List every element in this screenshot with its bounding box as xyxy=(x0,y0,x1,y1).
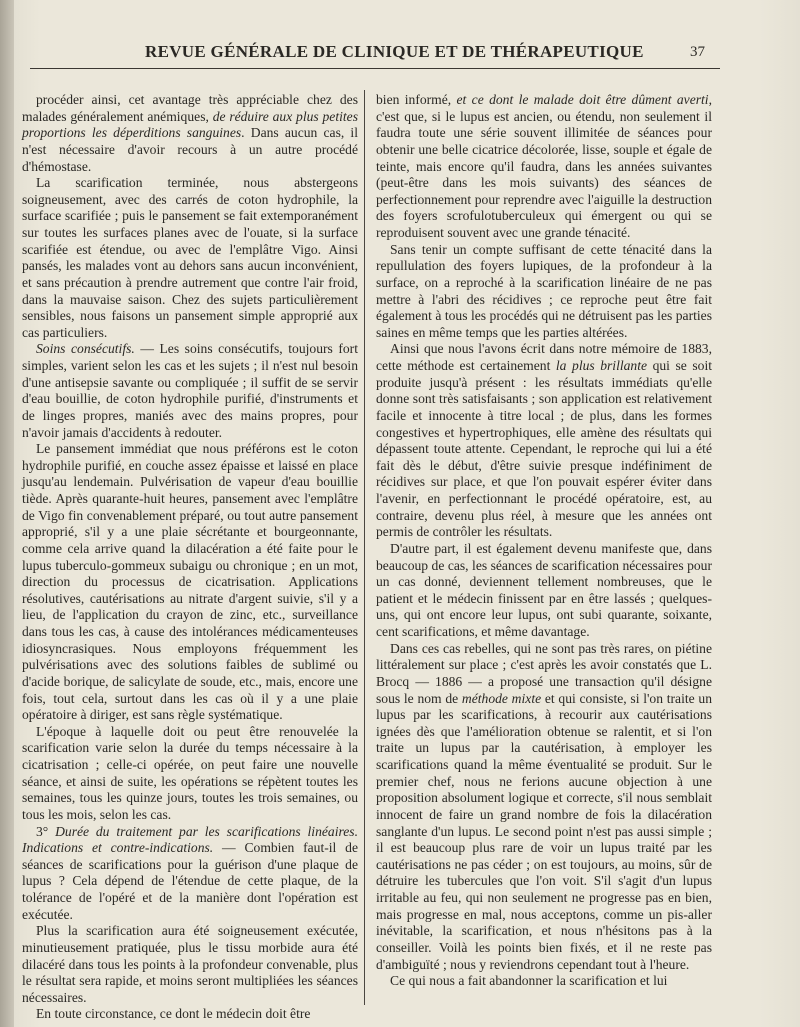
text-run: Ainsi que nous l'avons écrit dans notre mémoire de 1883, cette méthode est certainement xyxy=(376,341,712,373)
text-run: Plus la scarification aura été soigneusement exécutée, minutieusement pratiquée, plus le tissu morbide aura été dilacéré dans tous les points à la profondeur convenable, plus le résultat sera rapide, et moins seront multipliées les séances nécessaires. xyxy=(22,923,358,1005)
paragraph xyxy=(22,1006,358,1023)
paragraph xyxy=(376,973,712,990)
paragraph xyxy=(22,923,358,1006)
text-run: Dans ces cas rebelles, qui ne sont pas très rares, on piétine littéralement sur place ; c'est après les avoir constatés que L. Brocq — 1886 — a proposé une transaction qu'il désigne sous le nom de xyxy=(376,640,712,706)
paragraph xyxy=(376,92,712,242)
italic-text: Soins consécutifs. xyxy=(36,341,135,357)
text-run: — Combien faut-il de séances de scarifications pour la guérison d'une plaque de lupus ? Cela dépend de l'étendue de cette plaque, de la tolérance de l'opéré et de la manière dont l'opération est exécutée. xyxy=(22,840,358,922)
paragraph xyxy=(22,824,358,924)
paragraph xyxy=(22,92,358,175)
page-number: 37 xyxy=(690,44,705,60)
text-run: et qui consiste, si l'on traite un lupus par les scarifications, à recourir aux cautérisations ignées dès que l'amélioration obtenue se ralentit, et si l'on traite un lupus par la cautérisation, à employer les scarifications quand la même éventualité se produit. Sur le premier chef, nous ne ferions aucune objection à une proposition absolument logique et correcte, s'il nous semblait innocent de faire un grand nombre de fois la dilacération sanglante d'un lupus. Le second point n'est pas aussi simple ; il est beaucoup plus rare de voir un lupus traité par les cautérisations ne pas céder ; on est toujours, au moins, sûr de détruire les tubercules que l'on voit. S'il s'agit d'un lupus irritable au feu, qui non seulement ne progresse pas en bien, mais progresse en mal, nous acceptons, comme un pis-aller inévitable, la scarification, et nous n'hésitons pas à la conseiller. Voilà les points bien fixés, et il ne reste pas d'ambiguïté ; nous y reviendrons cependant tout à l'heure. xyxy=(376,690,712,972)
paragraph xyxy=(376,341,712,541)
paragraph xyxy=(376,541,712,641)
text-run: , c'est que, si le lupus est ancien, ou étendu, non seulement il faudra toute une série souvent illimitée de séances pour obtenir une belle cicatrice décolorée, lisse, souple et égale de teinte, mais encore qu'il faudra, dans les années suivantes (peut-être dans les mois suivants) des séances de perfectionnement pour reprendre avec l'aiguille la destruction des foyers scrofulotuberculeux qui émergent ou qui se reproduisent souvent avec une grande ténacité. xyxy=(376,92,712,240)
header-rule xyxy=(30,68,720,69)
italic-text: la plus brillante xyxy=(555,358,648,373)
running-header xyxy=(0,38,800,68)
text-run: bien informé, xyxy=(376,92,457,107)
text-run: procéder ainsi, cet avantage très appréciable chez des malades généralement anémiques, xyxy=(22,92,358,124)
italic-text: de réduire aux plus petites proportions les déperditions sanguines xyxy=(22,108,358,141)
text-run: La scarification terminée, nous abstergeons soigneusement, avec des carrés de coton hydrophile, la surface scarifiée ; puis le pansement se fait extemporanément sur toutes les surfaces planes avec de l'ouate, si la surface scarifiée est étendue, ou avec de l'emplâtre Vigo. Ainsi pansés, les malades vont au dehors sans aucun inconvénient, et sans précaution à prendre autrement que contre l'air froid, dans la mauvaise saison. Chez des sujets particulièrement sensibles, nous faisons un pansement simple approprié aux cas particuliers. xyxy=(22,175,358,340)
text-run: D'autre part, il est également devenu manifeste que, dans beaucoup de cas, les séances de scarification nécessaires pour un cas donné, deviennent tellement nombreuses, que le patient et le médecin finissent par en être lassés ; quelques-uns, qui ont encore leur lupus, ont subi quarante, soixante, cent scarifications, et même davantage. xyxy=(376,540,712,639)
text-run: Ce qui nous a fait abandonner la scarification et lui xyxy=(390,973,668,989)
paragraph xyxy=(22,724,358,824)
italic-text: méthode mixte xyxy=(461,690,542,706)
text-run: . Dans aucun cas, il n'est nécessaire d'avoir recours à un autre procédé d'hémostase. xyxy=(22,125,358,174)
right-column xyxy=(376,92,712,1007)
paragraph xyxy=(376,242,712,342)
journal-title: REVUE GÉNÉRALE DE CLINIQUE ET DE THÉRAPEUTIQUE xyxy=(145,42,644,61)
text-run: L'époque à laquelle doit ou peut être renouvelée la scarification varie selon la durée du temps nécessaire à la cicatrisation ; celle-ci opérée, on peut faire une nouvelle séance, et ainsi de suite, les opérations se répètent toutes les semaines, tous les quinze jours, toutes les trois semaines, ou tous les mois, selon les cas. xyxy=(22,723,358,822)
paragraph xyxy=(376,641,712,974)
italic-text: et ce dont le malade doit être dûment averti xyxy=(456,92,709,107)
paragraph xyxy=(22,441,358,724)
paragraph xyxy=(22,341,358,441)
text-run: Le pansement immédiat que nous préférons est le coton hydrophile purifié, en couche assez épaisse et laissé en place jusqu'au lendemain. Pulvérisation de vapeur d'eau bouillie tiède. Après quarante-huit heures, pansement avec l'emplâtre de Vigo fin convenablement préparé, ou tout autre pansement approprié, s'il y a une plaie sécrétante et bourgeonnante, comme cela arrive quand la dilacération a été faite pour le lupus tuberculo-gommeux subaigu ou chronique ; en un mot, direction du processus de cicatrisation. Applications résolutives, cautérisations au nitrate d'argent suivie, s'il y a lieu, de l'application du crayon de zinc, etc., surveillance dans tous les cas, à cause des intolérances médicamenteuses idiosyncrasiques. Nous employons fréquemment les pulvérisations avec des solutions faibles de sublimé ou d'acide borique, de salicylate de soude, etc., mais, encore une fois, tout cela, surtout dans les cas où il y a une plaie opératoire à diriger, est sans règle systématique. xyxy=(22,441,358,723)
text-run: qui se soit produite jusqu'à présent : les résultats immédiats qu'elle donne sont très satisfaisants ; son application est relativement facile et innocente à titre local ; de plus, dans les formes congestives et hypertrophiques, elle amène des résultats qui dépassent toute attente. Cependant, le reproche qui lui a été fait dès le début, d'être suivie presque indéfiniment de récidives sur place, et que l'on pouvait espérer éviter dans l'avenir, en perfectionnant le procédé opératoire, est, au contraire, devenu plus réel, à mesure que les années ont permis de contrôler les résultats. xyxy=(376,358,712,540)
italic-text: Durée du traitement par les scarifications linéaires. Indications et contre-indications. xyxy=(22,823,358,856)
paragraph xyxy=(22,175,358,341)
column-divider xyxy=(364,90,365,1005)
text-run: Sans tenir un compte suffisant de cette ténacité dans la repullulation des foyers lupiques, de la profondeur à la surface, on a reproché à la scarification linéaire de ne pas mettre à l'abri des récidives ; ce reproche peut être fait également à tous les procédés qui ne détruisent pas les parties saines en même temps que les parties altérées. xyxy=(376,241,712,340)
text-run: — Les soins consécutifs, toujours fort simples, varient selon les cas et les sujets ; il n'est nul besoin d'une antisepsie savante ou compliquée ; il suffit de se servir d'eau bouillie, de coton hydrophile purifié, d'instruments et de linges propres, maniés avec des mains propres, pour n'avoir jamais d'accidents à redouter. xyxy=(22,341,358,440)
book-spine-shadow xyxy=(0,0,14,1027)
left-column xyxy=(22,92,358,1022)
text-run: 3° xyxy=(36,823,56,839)
text-run: En toute circonstance, ce dont le médecin doit être xyxy=(36,1006,311,1022)
